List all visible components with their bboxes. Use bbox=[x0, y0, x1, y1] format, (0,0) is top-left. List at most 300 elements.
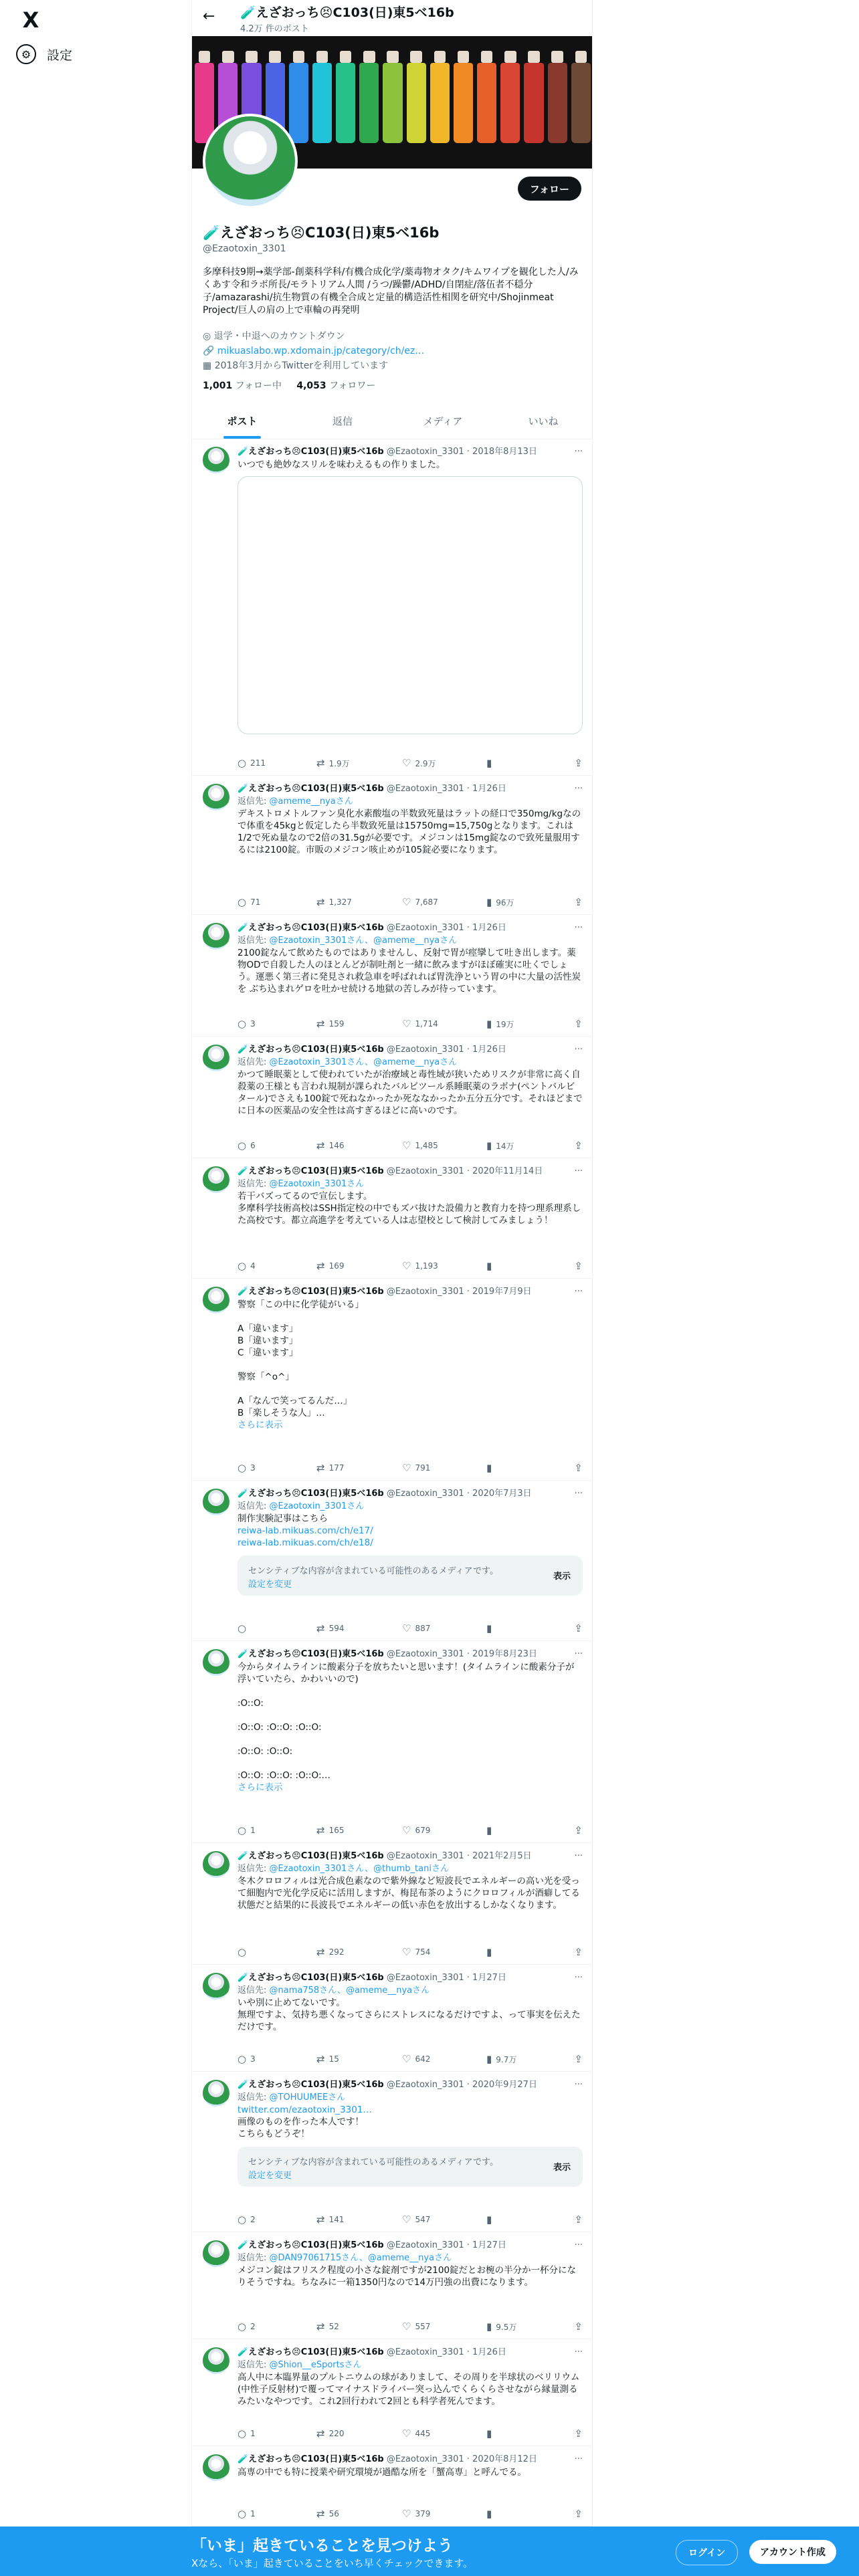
banner-vial bbox=[336, 63, 355, 143]
profile-name: 🧪えざおっち😣C103(日)東5ベ16b bbox=[203, 225, 440, 241]
tweet-actions bbox=[237, 1016, 583, 1032]
banner-vial bbox=[454, 63, 473, 143]
reply-mentions[interactable]: @Ezaotoxin_3301さん bbox=[269, 1179, 365, 1189]
view-count: 96万 bbox=[496, 897, 514, 907]
repost-count: 165 bbox=[328, 1826, 345, 1835]
tweet-date[interactable]: 2021年2月5日 bbox=[472, 1851, 532, 1861]
tweet-author-name[interactable]: 🧪えざおっち😣C103(日)東5ベ16b bbox=[237, 1489, 384, 1499]
show-media-button[interactable]: 表示 bbox=[553, 1572, 571, 1582]
reply-to-line bbox=[237, 1985, 583, 1997]
tweet-author-handle[interactable]: @Ezaotoxin_3301 bbox=[386, 1851, 464, 1861]
repost-count: 177 bbox=[328, 1463, 345, 1473]
tweet[interactable] bbox=[192, 915, 593, 1037]
tweet-avatar[interactable] bbox=[203, 1851, 229, 1878]
views-button[interactable] bbox=[486, 2212, 565, 2228]
reply-button[interactable] bbox=[237, 755, 316, 771]
tweet[interactable] bbox=[192, 1481, 593, 1641]
more-icon[interactable]: ··· bbox=[574, 1287, 583, 1297]
more-icon[interactable]: ··· bbox=[574, 1166, 583, 1176]
tweet[interactable] bbox=[192, 1279, 593, 1481]
share-button[interactable] bbox=[565, 1258, 583, 1274]
tweet-body bbox=[237, 2078, 583, 2187]
share-button[interactable] bbox=[565, 1460, 583, 1476]
heart-icon: ♡ bbox=[402, 2508, 411, 2520]
back-arrow-icon[interactable]: ← bbox=[203, 8, 215, 25]
reply-button[interactable] bbox=[237, 2212, 316, 2228]
more-icon[interactable]: ··· bbox=[574, 1489, 583, 1499]
reply-count: 211 bbox=[250, 758, 266, 768]
reply-mentions[interactable]: @Shion__eSportsさん bbox=[269, 2360, 362, 2370]
repost-button[interactable] bbox=[316, 894, 402, 910]
calendar-icon: ▦ bbox=[203, 360, 215, 371]
tweet-text: 警察「この中に化学徒がいる」 A「違います」 B「違います」 C「違います」 警察「^o^」 A「なんで笑ってるんだ…」 B「楽しそうな人」… bbox=[237, 1299, 364, 1418]
repost-button[interactable] bbox=[316, 2212, 402, 2228]
tweet-date[interactable]: 2019年7月9日 bbox=[472, 1287, 532, 1297]
reply-button[interactable] bbox=[237, 2426, 316, 2442]
signup-banner-subtitle: Xなら、「いま」起きていることをいち早くチェックできます。 bbox=[191, 2557, 474, 2569]
reply-mentions[interactable]: @Ezaotoxin_3301さん、@ameme__nyaさん bbox=[269, 1057, 458, 1067]
reply-count: 2 bbox=[250, 2322, 256, 2331]
more-icon[interactable]: ··· bbox=[574, 447, 583, 457]
like-button[interactable] bbox=[402, 1460, 486, 1476]
share-button[interactable] bbox=[565, 2506, 583, 2522]
tweet[interactable] bbox=[192, 439, 593, 776]
tweet-author-name[interactable]: 🧪えざおっち😣C103(日)東5ベ16b bbox=[237, 1973, 384, 1983]
repost-button[interactable] bbox=[316, 1016, 402, 1032]
repost-count: 1,327 bbox=[328, 897, 352, 907]
tweet-avatar[interactable] bbox=[203, 1287, 229, 1313]
more-icon[interactable]: ··· bbox=[574, 2080, 583, 2090]
repost-button[interactable] bbox=[316, 1138, 402, 1154]
reply-mentions[interactable]: @ameme__nyaさん bbox=[269, 796, 353, 807]
views-icon: ▮ bbox=[486, 1462, 492, 1474]
show-more-link[interactable]: さらに表示 bbox=[237, 1420, 283, 1430]
tweet-date[interactable]: 1月27日 bbox=[472, 1973, 506, 1983]
heart-icon: ♡ bbox=[402, 1462, 411, 1474]
repost-count: 141 bbox=[328, 2215, 345, 2224]
reply-mentions[interactable]: @Ezaotoxin_3301さん、@ameme__nyaさん bbox=[269, 936, 458, 946]
tweet-author-name[interactable]: 🧪えざおっち😣C103(日)東5ベ16b bbox=[237, 2080, 384, 2090]
repost-button[interactable] bbox=[316, 2051, 402, 2067]
share-button[interactable] bbox=[565, 2051, 583, 2067]
like-button[interactable] bbox=[402, 2426, 486, 2442]
views-button[interactable] bbox=[486, 1822, 565, 1838]
views-icon: ▮ bbox=[486, 1260, 492, 1272]
tweet-date[interactable]: 2020年9月27日 bbox=[472, 2080, 537, 2090]
reply-button[interactable] bbox=[237, 2319, 316, 2335]
tweet-author-handle[interactable]: @Ezaotoxin_3301 bbox=[386, 1166, 464, 1176]
like-button[interactable] bbox=[402, 1258, 486, 1274]
reply-count: 4 bbox=[250, 1261, 256, 1271]
tweet-text: 2100錠なんて飲めたものではありませんし、反射で胃が痙攣して吐き出します。薬物ODで自殺した人のほとんどが制吐剤と一緒に飲みますがほぼ確実に吐くでしょう。運悪く第三者に発見され救急車を呼ばれれば胃洗浄という胃の中に大量の活性炭を ぶち込まれゲロを吐かせ続ける地獄の苦しみが待っています。 bbox=[237, 948, 581, 994]
share-button[interactable] bbox=[565, 2319, 583, 2335]
like-button[interactable] bbox=[402, 2051, 486, 2067]
reply-to-line bbox=[237, 1057, 583, 1069]
share-icon: ⇪ bbox=[574, 896, 583, 908]
reply-button[interactable] bbox=[237, 1016, 316, 1032]
tweet[interactable] bbox=[192, 776, 593, 915]
reply-mentions[interactable]: @Ezaotoxin_3301さん、@thumb_taniさん bbox=[269, 1864, 449, 1874]
repost-button[interactable] bbox=[316, 2319, 402, 2335]
heart-icon: ♡ bbox=[402, 2428, 411, 2440]
tweet-header bbox=[237, 1648, 583, 1661]
tweet-header bbox=[237, 1043, 583, 1057]
tweet-actions bbox=[237, 1944, 583, 1960]
profile-meta bbox=[203, 329, 583, 373]
tab-media[interactable]: メディア bbox=[423, 415, 463, 427]
tweet-date[interactable]: 1月26日 bbox=[472, 784, 506, 794]
reply-button[interactable] bbox=[237, 894, 316, 910]
location-row bbox=[203, 329, 583, 344]
tweet-header bbox=[237, 1285, 583, 1299]
tweet-author-handle[interactable]: @Ezaotoxin_3301 bbox=[386, 784, 464, 794]
followers-link[interactable] bbox=[296, 381, 375, 391]
change-settings-link[interactable]: 設定を変更 bbox=[248, 1580, 292, 1590]
tweet-author-handle[interactable]: @Ezaotoxin_3301 bbox=[386, 2454, 464, 2464]
tweet-author-name[interactable]: 🧪えざおっち😣C103(日)東5ベ16b bbox=[237, 2240, 384, 2250]
views-button[interactable] bbox=[486, 2506, 565, 2522]
tweet-header bbox=[237, 922, 583, 935]
tweet-date[interactable]: 2020年8月12日 bbox=[472, 2454, 537, 2464]
views-button[interactable] bbox=[486, 1016, 565, 1032]
tweet-dot-separator: · bbox=[464, 1045, 473, 1055]
tweet-author-handle[interactable]: @Ezaotoxin_3301 bbox=[386, 2347, 464, 2357]
x-logo[interactable]: X bbox=[22, 7, 39, 33]
tweet[interactable] bbox=[192, 1158, 593, 1279]
more-icon[interactable]: ··· bbox=[574, 2454, 583, 2464]
like-button[interactable] bbox=[402, 2212, 486, 2228]
more-icon[interactable]: ··· bbox=[574, 1045, 583, 1055]
repost-button[interactable] bbox=[316, 755, 402, 771]
tweet-dot-separator: · bbox=[464, 2240, 473, 2250]
tweet-avatar[interactable] bbox=[203, 2347, 229, 2374]
reply-mentions[interactable]: @DAN97061715さん、@ameme__nyaさん bbox=[269, 2253, 452, 2263]
tweet[interactable] bbox=[192, 1843, 593, 1965]
repost-count: 52 bbox=[328, 2322, 339, 2331]
tweet[interactable] bbox=[192, 2232, 593, 2339]
repost-button[interactable] bbox=[316, 2506, 402, 2522]
tweet-actions bbox=[237, 1460, 583, 1476]
repost-icon: ⇄ bbox=[316, 1140, 325, 1152]
tweet[interactable] bbox=[192, 2072, 593, 2232]
more-icon[interactable]: ··· bbox=[574, 1649, 583, 1659]
repost-icon: ⇄ bbox=[316, 1622, 325, 1634]
tweet-body bbox=[237, 1043, 583, 1117]
like-button[interactable] bbox=[402, 1138, 486, 1154]
signup-button[interactable]: アカウント作成 bbox=[749, 2540, 836, 2564]
tweet-date[interactable]: 1月27日 bbox=[472, 2240, 506, 2250]
reply-icon: ○ bbox=[237, 1260, 247, 1272]
login-button[interactable]: ログイン bbox=[676, 2540, 738, 2565]
tweet-body bbox=[237, 1971, 583, 2033]
tweet-date[interactable]: 1月26日 bbox=[472, 2347, 506, 2357]
tweet-author-name[interactable]: 🧪えざおっち😣C103(日)東5ベ16b bbox=[237, 923, 384, 933]
tweet-actions bbox=[237, 2426, 583, 2442]
banner-vial bbox=[407, 63, 426, 143]
show-media-button[interactable]: 表示 bbox=[553, 2163, 571, 2173]
more-icon[interactable]: ··· bbox=[574, 923, 583, 933]
reply-button[interactable] bbox=[237, 1944, 316, 1960]
reply-icon: ○ bbox=[237, 1140, 247, 1152]
share-button[interactable] bbox=[565, 2212, 583, 2228]
tweet-dot-separator: · bbox=[464, 447, 473, 457]
tweet-avatar[interactable] bbox=[203, 2240, 229, 2267]
main-column bbox=[191, 0, 593, 2576]
reply-mentions[interactable]: @nama758さん、@ameme__nyaさん bbox=[269, 1985, 430, 1996]
profile-handle: @Ezaotoxin_3301 bbox=[203, 243, 286, 254]
tweet-author-handle[interactable]: @Ezaotoxin_3301 bbox=[386, 1973, 464, 1983]
tweet-text: 高専の中でも特に授業や研究環境が過酷な所を「蟹高専」と呼んでる。 bbox=[237, 2467, 527, 2478]
views-icon: ▮ bbox=[486, 2321, 492, 2333]
tweet-author-name[interactable]: 🧪えざおっち😣C103(日)東5ベ16b bbox=[237, 1045, 384, 1055]
views-button[interactable] bbox=[486, 1258, 565, 1274]
tweet[interactable] bbox=[192, 2446, 593, 2527]
followers-label: フォロワー bbox=[329, 381, 376, 391]
like-count: 379 bbox=[415, 2509, 431, 2518]
tweet-body bbox=[237, 1285, 583, 1431]
tweet-author-name[interactable]: 🧪えざおっち😣C103(日)東5ベ16b bbox=[237, 2454, 384, 2464]
tweet-header bbox=[237, 1165, 583, 1178]
joined-row bbox=[203, 358, 583, 373]
reply-prefix: 返信先: bbox=[237, 1179, 267, 1189]
tweet-avatar[interactable] bbox=[203, 784, 229, 811]
repost-button[interactable] bbox=[316, 1460, 402, 1476]
more-icon[interactable]: ··· bbox=[574, 1851, 583, 1861]
tweet-avatar[interactable] bbox=[203, 2454, 229, 2481]
repost-icon: ⇄ bbox=[316, 1824, 325, 1836]
reply-button[interactable] bbox=[237, 1138, 316, 1154]
tweet-avatar[interactable] bbox=[203, 1489, 229, 1515]
reply-count: 3 bbox=[250, 2054, 256, 2064]
like-button[interactable] bbox=[402, 894, 486, 910]
link-row bbox=[203, 344, 583, 358]
like-button[interactable] bbox=[402, 1016, 486, 1032]
tweet-avatar[interactable] bbox=[203, 1045, 229, 1071]
like-button[interactable] bbox=[402, 1944, 486, 1960]
banner-vial bbox=[289, 63, 308, 143]
tweet-author-handle[interactable]: @Ezaotoxin_3301 bbox=[386, 1287, 464, 1297]
tweet-dot-separator: · bbox=[464, 2080, 473, 2090]
tweet-media[interactable] bbox=[237, 476, 583, 734]
repost-icon: ⇄ bbox=[316, 757, 325, 769]
views-button[interactable] bbox=[486, 755, 565, 771]
follow-button[interactable]: フォロー bbox=[518, 177, 581, 201]
tweet-body bbox=[237, 782, 583, 856]
tweet-author-handle[interactable]: @Ezaotoxin_3301 bbox=[386, 1489, 464, 1499]
share-button[interactable] bbox=[565, 1620, 583, 1636]
tweet-date[interactable]: 2020年7月3日 bbox=[472, 1489, 532, 1499]
profile-bio: 多摩科技9期→薬学部-創薬科学科/有機合成化学/薬毒物オタク/キムワイプを観化した人/みくあす令和ラボ所長/モラトリアム人間 /うつ/躁鬱/ADHD/自閉症/落伍者不穏分子/amazarashi/抗生物質の有機全合成と定量的構造活性相関を研究中/Shojinmeat Project/巨人の肩の上で車輪の再発明 bbox=[203, 267, 579, 316]
reply-count: 71 bbox=[250, 897, 261, 907]
share-button[interactable] bbox=[565, 894, 583, 910]
reply-count: 1 bbox=[250, 1826, 256, 1835]
view-count: 14万 bbox=[496, 1141, 514, 1151]
reply-button[interactable] bbox=[237, 1460, 316, 1476]
more-icon[interactable]: ··· bbox=[574, 2347, 583, 2357]
views-button[interactable] bbox=[486, 2319, 565, 2335]
share-button[interactable] bbox=[565, 2426, 583, 2442]
tweet-avatar[interactable] bbox=[203, 2080, 229, 2107]
reply-mentions[interactable]: @TOHUUMEEさん bbox=[269, 2092, 346, 2103]
tweet-body bbox=[237, 922, 583, 995]
views-button[interactable] bbox=[486, 1138, 565, 1154]
tweet-author-handle[interactable]: @Ezaotoxin_3301 bbox=[386, 1045, 464, 1055]
reply-icon: ○ bbox=[237, 757, 247, 769]
repost-icon: ⇄ bbox=[316, 1462, 325, 1474]
profile-link[interactable]: mikuaslabo.wp.xdomain.jp/category/ch/ez… bbox=[217, 346, 425, 356]
tab-replies[interactable]: 返信 bbox=[332, 415, 353, 427]
share-button[interactable] bbox=[565, 1138, 583, 1154]
share-icon: ⇪ bbox=[574, 2508, 583, 2520]
tweet-text: 若干バズってるので宣伝します。 多摩科学技術高校はSSH指定校の中でもズバ抜けた設備力と教育力を持つ理系理系した高校です。都立高進学を考えている人は志望校として検討してみましょう！ bbox=[237, 1191, 581, 1226]
change-settings-link[interactable]: 設定を変更 bbox=[248, 2171, 292, 2181]
like-count: 445 bbox=[415, 2429, 431, 2438]
tweet-header bbox=[237, 2078, 583, 2092]
tweet-dot-separator: · bbox=[464, 1287, 473, 1297]
repost-icon: ⇄ bbox=[316, 1260, 325, 1272]
reply-button[interactable] bbox=[237, 1258, 316, 1274]
location-icon: ◎ bbox=[203, 331, 214, 342]
tweet-actions bbox=[237, 2212, 583, 2228]
like-count: 754 bbox=[415, 1947, 431, 1957]
repost-count: 1.9万 bbox=[328, 758, 350, 768]
tweet-author-handle[interactable]: @Ezaotoxin_3301 bbox=[386, 2080, 464, 2090]
like-button[interactable] bbox=[402, 1822, 486, 1838]
tweet-date[interactable]: 1月26日 bbox=[472, 1045, 506, 1055]
tweet-avatar[interactable] bbox=[203, 1166, 229, 1193]
tweet-dot-separator: · bbox=[464, 2347, 473, 2357]
heart-icon: ♡ bbox=[402, 1824, 411, 1836]
follow-counts bbox=[203, 379, 375, 392]
repost-button[interactable] bbox=[316, 1822, 402, 1838]
show-more-link[interactable]: さらに表示 bbox=[237, 1782, 283, 1793]
tweet-date[interactable]: 2018年8月13日 bbox=[472, 447, 537, 457]
tab-likes[interactable]: いいね bbox=[528, 415, 559, 427]
tweet-author-name[interactable]: 🧪えざおっち😣C103(日)東5ベ16b bbox=[237, 1851, 384, 1861]
tweet-author-name[interactable]: 🧪えざおっち😣C103(日)東5ベ16b bbox=[237, 2347, 384, 2357]
repost-button[interactable] bbox=[316, 1620, 402, 1636]
tweet-author-name[interactable]: 🧪えざおっち😣C103(日)東5ベ16b bbox=[237, 1287, 384, 1297]
tweet[interactable] bbox=[192, 1037, 593, 1158]
views-button[interactable] bbox=[486, 1460, 565, 1476]
reply-button[interactable] bbox=[237, 1620, 316, 1636]
like-count: 557 bbox=[415, 2322, 431, 2331]
tweet-author-name[interactable]: 🧪えざおっち😣C103(日)東5ベ16b bbox=[237, 784, 384, 794]
reply-button[interactable] bbox=[237, 2506, 316, 2522]
tweet-dot-separator: · bbox=[464, 1851, 473, 1861]
tweet-header bbox=[237, 1487, 583, 1501]
more-icon[interactable]: ··· bbox=[574, 784, 583, 794]
tweet-author-name[interactable]: 🧪えざおっち😣C103(日)東5ベ16b bbox=[237, 1166, 384, 1176]
tweet[interactable] bbox=[192, 1965, 593, 2072]
tweet-date[interactable]: 2019年8月23日 bbox=[472, 1649, 537, 1659]
view-count: 19万 bbox=[496, 1019, 514, 1029]
reply-mentions[interactable]: @Ezaotoxin_3301さん bbox=[269, 1501, 365, 1511]
tweet-link[interactable]: reiwa-lab.mikuas.com/ch/e18/ bbox=[237, 1537, 373, 1548]
share-icon: ⇪ bbox=[574, 2053, 583, 2065]
tweet[interactable] bbox=[192, 1641, 593, 1843]
repost-button[interactable] bbox=[316, 1944, 402, 1960]
share-icon: ⇪ bbox=[574, 1824, 583, 1836]
share-button[interactable] bbox=[565, 1822, 583, 1838]
views-icon: ▮ bbox=[486, 1946, 492, 1958]
tweet-author-name[interactable]: 🧪えざおっち😣C103(日)東5ベ16b bbox=[237, 447, 384, 457]
link-icon: 🔗 bbox=[203, 346, 217, 356]
tweet-header bbox=[237, 2346, 583, 2359]
heart-icon: ♡ bbox=[402, 2321, 411, 2333]
reply-button[interactable] bbox=[237, 1822, 316, 1838]
repost-count: 56 bbox=[328, 2509, 339, 2518]
tweet[interactable] bbox=[192, 2339, 593, 2446]
tweet-dot-separator: · bbox=[464, 1649, 473, 1659]
like-count: 1,193 bbox=[415, 1261, 438, 1271]
tweet-link[interactable]: twitter.com/ezaotoxin_3301… bbox=[237, 2105, 372, 2115]
tweet-date[interactable]: 1月26日 bbox=[472, 923, 506, 933]
settings-link[interactable] bbox=[16, 44, 72, 64]
share-button[interactable] bbox=[565, 1016, 583, 1032]
more-icon[interactable]: ··· bbox=[574, 2240, 583, 2250]
tweet-avatar[interactable] bbox=[203, 923, 229, 950]
following-link[interactable] bbox=[203, 381, 282, 391]
views-button[interactable] bbox=[486, 1944, 565, 1960]
like-button[interactable] bbox=[402, 2506, 486, 2522]
tweet-link[interactable]: reiwa-lab.mikuas.com/ch/e17/ bbox=[237, 1525, 373, 1536]
tweet-avatar[interactable] bbox=[203, 1973, 229, 2000]
like-button[interactable] bbox=[402, 755, 486, 771]
share-button[interactable] bbox=[565, 1944, 583, 1960]
tweet-author-handle[interactable]: @Ezaotoxin_3301 bbox=[386, 447, 464, 457]
like-count: 1,714 bbox=[415, 1019, 438, 1029]
views-icon: ▮ bbox=[486, 1622, 492, 1634]
repost-button[interactable] bbox=[316, 1258, 402, 1274]
like-count: 679 bbox=[415, 1826, 431, 1835]
tweet-author-handle[interactable]: @Ezaotoxin_3301 bbox=[386, 1649, 464, 1659]
tweet-text: 冬木クロロフィルは光合成色素なので紫外線など短波長でエネルギーの高い光を受って細胞内で光化学反応に活用しますが、梅昆布茶のようにクロロフィルが酒癖してる状態だと結果的に長波長でエネルギーの低い赤色を放出するしかなくなります。 bbox=[237, 1876, 580, 1911]
profile-avatar[interactable] bbox=[203, 114, 298, 209]
tweet-date[interactable]: 2020年11月14日 bbox=[472, 1166, 543, 1176]
share-button[interactable] bbox=[565, 755, 583, 771]
tweet-author-handle[interactable]: @Ezaotoxin_3301 bbox=[386, 923, 464, 933]
like-button[interactable] bbox=[402, 1620, 486, 1636]
views-button[interactable] bbox=[486, 894, 565, 910]
repost-button[interactable] bbox=[316, 2426, 402, 2442]
more-icon[interactable]: ··· bbox=[574, 1973, 583, 1983]
views-button[interactable] bbox=[486, 2426, 565, 2442]
topbar-post-count: 4.2万 件のポスト bbox=[240, 24, 309, 34]
tweet-author-name[interactable]: 🧪えざおっち😣C103(日)東5ベ16b bbox=[237, 1649, 384, 1659]
like-button[interactable] bbox=[402, 2319, 486, 2335]
tab-posts[interactable]: ポスト bbox=[192, 403, 292, 439]
banner-vial bbox=[477, 63, 496, 143]
reply-icon: ○ bbox=[237, 1946, 247, 1958]
signup-banner bbox=[0, 2527, 859, 2576]
tweet-avatar[interactable] bbox=[203, 1649, 229, 1676]
repost-count: 15 bbox=[328, 2054, 339, 2064]
reply-button[interactable] bbox=[237, 2051, 316, 2067]
like-count: 1,485 bbox=[415, 1141, 438, 1150]
heart-icon: ♡ bbox=[402, 757, 411, 769]
views-button[interactable] bbox=[486, 1620, 565, 1636]
reply-icon: ○ bbox=[237, 1824, 247, 1836]
banner-vial bbox=[383, 63, 402, 143]
share-icon: ⇪ bbox=[574, 1260, 583, 1272]
repost-icon: ⇄ bbox=[316, 2053, 325, 2065]
profile-tabs bbox=[192, 403, 593, 439]
tweet-avatar[interactable] bbox=[203, 447, 229, 473]
tweet-author-handle[interactable]: @Ezaotoxin_3301 bbox=[386, 2240, 464, 2250]
tweet-actions bbox=[237, 2506, 583, 2522]
views-button[interactable] bbox=[486, 2051, 565, 2067]
